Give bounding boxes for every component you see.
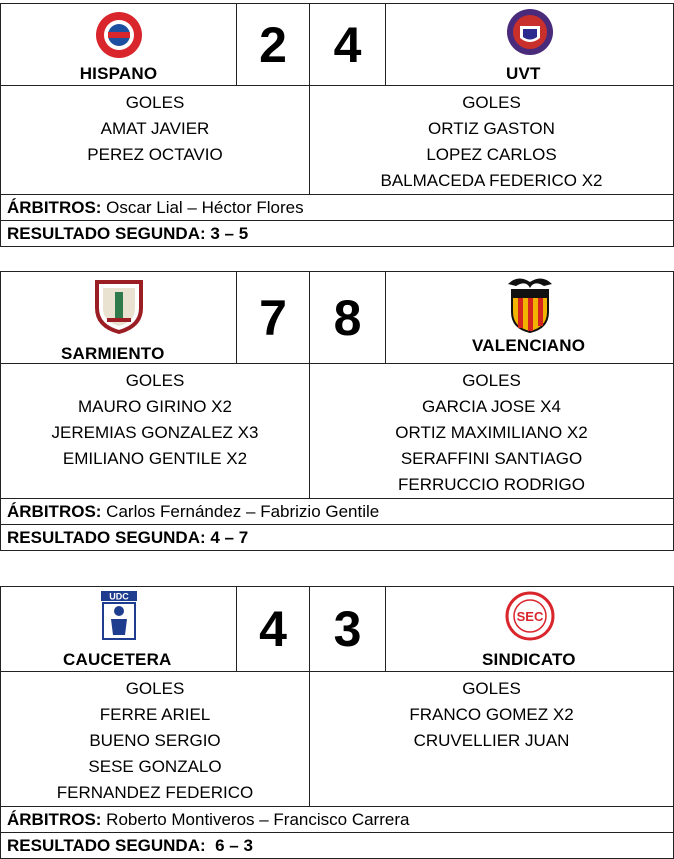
hispano-crest-icon — [94, 10, 144, 60]
scorer: SERAFFINI SANTIAGO — [400, 449, 583, 468]
second-result-row — [1, 221, 674, 247]
match-card-1 — [0, 3, 673, 247]
referees-label: ÁRBITROS: — [7, 810, 102, 829]
referees-row — [1, 499, 674, 525]
away-team-name: SINDICATO — [482, 650, 576, 669]
away-team-cell — [386, 587, 674, 672]
match-card-2 — [0, 271, 673, 551]
udc-caucete-crest-icon — [95, 589, 143, 647]
away-team-name: UVT — [506, 64, 541, 83]
referees-row — [1, 195, 674, 221]
away-score: 4 — [310, 4, 386, 86]
home-goals-cell — [1, 672, 310, 807]
scorer: EMILIANO GENTILE X2 — [62, 449, 248, 468]
goals-header: GOLES — [125, 679, 185, 698]
away-goals-cell — [310, 364, 674, 499]
scorer: MAURO GIRINO X2 — [78, 397, 232, 416]
goals-header: GOLES — [125, 371, 185, 390]
scorer: LOPEZ CARLOS — [426, 145, 557, 164]
away-score: 8 — [310, 272, 386, 364]
home-score: 2 — [237, 4, 310, 86]
goals-header: GOLES — [462, 679, 521, 698]
second-result-row — [1, 833, 674, 859]
goals-header: GOLES — [462, 371, 521, 390]
referees-label: ÁRBITROS: — [7, 198, 102, 217]
scorer: FERRUCCIO RODRIGO — [398, 475, 585, 494]
home-goals-cell — [1, 364, 310, 499]
goals-header: GOLES — [125, 93, 185, 112]
home-team-name: HISPANO — [79, 64, 158, 83]
sec-crest-icon — [505, 591, 555, 641]
scorer: GARCIA JOSE X4 — [422, 397, 561, 416]
home-goals-cell — [1, 86, 310, 195]
referees-names: Carlos Fernández – Fabrizio Gentile — [101, 502, 380, 521]
home-team-name: CAUCETERA — [63, 650, 172, 669]
home-team-cell — [1, 272, 237, 364]
second-result: RESULTADO SEGUNDA: 6 – 3 — [7, 836, 253, 855]
referees-row — [1, 807, 674, 833]
svg-text:SEC: SEC — [516, 609, 543, 624]
scorer: CRUVELLIER JUAN — [413, 731, 570, 750]
sarmiento-shield-icon — [93, 278, 145, 334]
referees-names: Roberto Montiveros – Francisco Carrera — [101, 810, 410, 829]
scorer: BALMACEDA FEDERICO X2 — [380, 171, 603, 190]
goals-header: GOLES — [462, 93, 521, 112]
scorer: ORTIZ GASTON — [428, 119, 555, 138]
scorer: FRANCO GOMEZ X2 — [409, 705, 574, 724]
valenciano-bat-crest-icon — [504, 274, 556, 334]
home-team-cell — [1, 4, 237, 86]
away-team-cell — [386, 272, 674, 364]
second-result: RESULTADO SEGUNDA: 4 – 7 — [7, 528, 249, 547]
home-team-cell — [1, 587, 237, 672]
match-card-3 — [0, 586, 673, 859]
scorer: PEREZ OCTAVIO — [87, 145, 223, 164]
away-goals-cell — [310, 86, 674, 195]
scorer: BUENO SERGIO — [89, 731, 221, 750]
home-team-name: SARMIENTO — [61, 344, 165, 363]
referees-names: Oscar Lial – Héctor Flores — [101, 198, 304, 217]
svg-text:UDC: UDC — [108, 591, 129, 602]
away-goals-cell — [310, 672, 674, 807]
home-score: 4 — [237, 587, 310, 672]
uvt-crest-icon — [506, 6, 554, 58]
second-result: RESULTADO SEGUNDA: 3 – 5 — [7, 224, 249, 243]
away-team-cell — [386, 4, 674, 86]
away-score: 3 — [310, 587, 386, 672]
scorer: JEREMIAS GONZALEZ X3 — [51, 423, 259, 442]
scorer: SESE GONZALO — [88, 757, 222, 776]
second-result-row — [1, 525, 674, 551]
home-score: 7 — [237, 272, 310, 364]
scorer: FERNANDEZ FEDERICO — [56, 783, 254, 802]
scorer: ORTIZ MAXIMILIANO X2 — [395, 423, 588, 442]
away-team-name: VALENCIANO — [472, 336, 586, 355]
scorer: AMAT JAVIER — [100, 119, 210, 138]
scorer: FERRE ARIEL — [99, 705, 211, 724]
referees-label: ÁRBITROS: — [7, 502, 102, 521]
